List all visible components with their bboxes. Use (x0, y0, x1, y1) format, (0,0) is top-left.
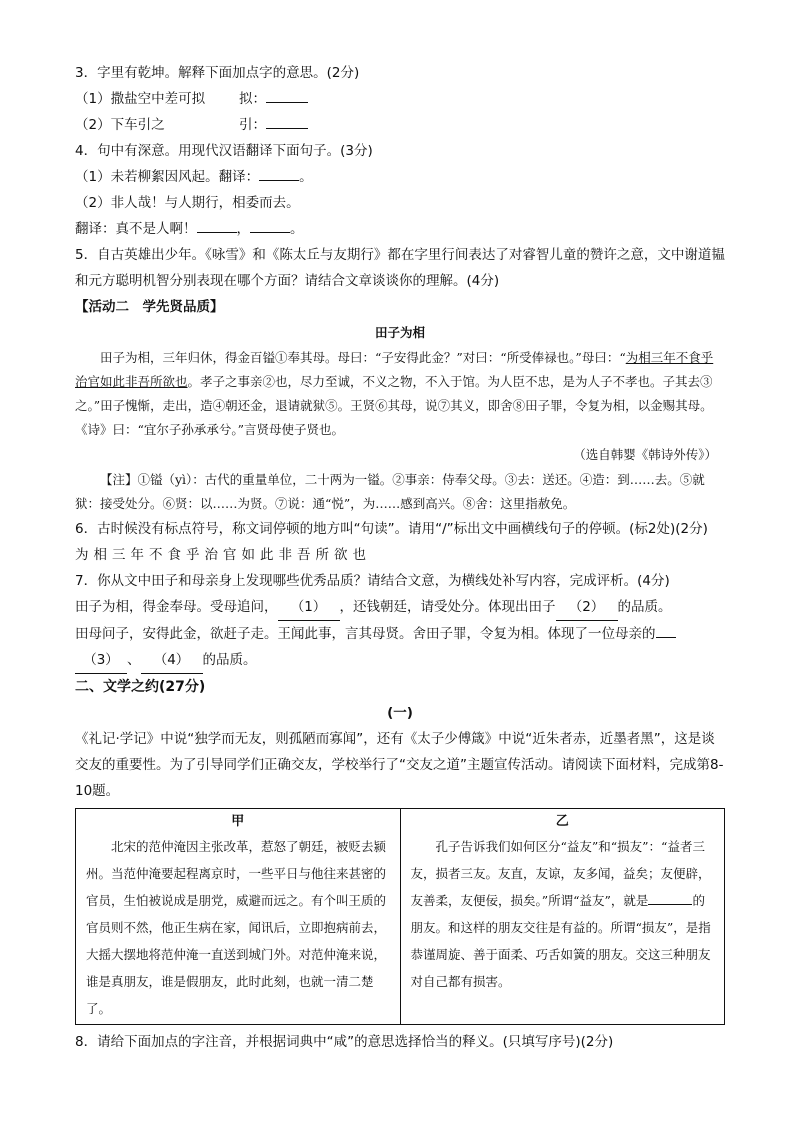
section2-sub: (一) (387, 705, 413, 721)
section2-heading: 二、文学之约(27分) (75, 679, 206, 695)
passage-title: 田子为相 (374, 325, 425, 340)
q6-stem: 6．古时候没有标点符号，称文词停顿的地方叫“句读”。请用“/”标出文中画横线句子的停顿。(标2处)(2分) (75, 521, 708, 537)
q3-item2 (75, 112, 725, 138)
q4-trans-end: 。 (290, 221, 304, 237)
material-yi-text (411, 833, 715, 995)
q3-item1-text: （1）撒盐空中差可拟 (75, 91, 206, 107)
materials-table (75, 808, 725, 1025)
q6-sentence[interactable]: 为相三年不食乎治官如此非吾所欲也 (75, 547, 371, 563)
q7-line3-end: 的品质。 (202, 652, 257, 668)
passage-notes: 【注】①镒（yì）：古代的重量单位，二十两为一镒。②事亲：侍奉父母。③去：送还。④造：到……去。⑤就狱：接受处分。⑥贤：以……为贤。⑦说：通“悦”，为……感到高兴。⑧舍：这里指赦免。 (75, 472, 705, 511)
q4-item1-text: （1）未若柳絮因风起。翻译： (75, 169, 260, 185)
q4-trans-blank1[interactable] (197, 217, 237, 233)
activity2-heading: 【活动二 学先贤品质】 (75, 299, 224, 315)
q3-item1 (75, 86, 725, 112)
q7-line1-c: 的品质。 (617, 599, 672, 615)
q3-item1-label: 拟： (239, 91, 266, 107)
q4-stem: 4．句中有深意。用现代汉语翻译下面句子。(3分) (75, 143, 373, 159)
q5-stem: 5．自古英雄出少年。《咏雪》和《陈太丘与友期行》都在字里行间表达了对睿智儿童的赞许之意，文中谢道韫和元方聪明机智分别表现在哪个方面？请结合文章谈谈你的理解。(4分) (75, 247, 725, 289)
material-yi-text-a: 孔子告诉我们如何区分“益友”和“损友”：“益者三友，损者三友。友直，友谅，友多闻，益矣；友便辟，友善柔，友便佞，损矣。”所谓“益友”，就是 (410, 839, 711, 908)
q4-trans-start: 翻译：真不是人啊！ (75, 221, 197, 237)
q4-trans-mid: ， (236, 221, 250, 237)
q4-trans-blank2[interactable] (250, 217, 290, 233)
q7-blank2[interactable] (556, 594, 618, 621)
passage-body (75, 346, 725, 442)
q3-item1-blank[interactable] (266, 87, 308, 103)
q7-blank1[interactable] (278, 594, 340, 621)
material-yi-text-b: 的朋友。和这样的朋友交往是有益的。所谓“损友”，是指恭谨周旋、善于面柔、巧舌如簧的朋友。交这三种朋友对自己都有损害。 (410, 893, 711, 989)
q7-line1 (75, 594, 725, 621)
q7-stem: 7．你从文中田子和母亲身上发现哪些优秀品质？请结合文意，为横线处补写内容，完成评析。(4分) (75, 573, 670, 589)
q3-stem: 3．字里有乾坤。解释下面加点字的意思。(2分) (75, 65, 360, 81)
q8-stem: 8．请给下面加点的字注音，并根据词典中“咸”的意思选择恰当的释义。(只填写序号)(2分) (75, 1034, 614, 1050)
material-jia (76, 809, 401, 1025)
q4-item2: （2）非人哉！与人期行，相委而去。 (75, 195, 300, 211)
passage-source: （选自韩婴《韩诗外传》） (573, 447, 717, 462)
q7-line3 (75, 647, 725, 674)
passage-underlined-sentence: 为相三年不食乎治官如此非吾所欲也 (75, 350, 714, 389)
q3-item2-label: 引： (239, 117, 266, 133)
q4-translation (75, 216, 725, 242)
exam-page (75, 60, 725, 1055)
material-jia-title: 甲 (231, 814, 245, 829)
q4-item1 (75, 164, 725, 190)
material-yi-title: 乙 (555, 814, 569, 829)
q7-blank3-label: （3） (83, 652, 119, 668)
q7-sep: 、 (127, 652, 141, 668)
q7-blank4[interactable] (141, 647, 203, 674)
q7-line1-b: ，还钱朝廷，请受处分。体现出田子 (339, 599, 556, 615)
q7-line1-a: 田子为相，得金奉母。受母追问， (75, 599, 278, 615)
q7-line2 (75, 621, 725, 647)
q7-blank4-label: （4） (153, 652, 190, 668)
passage-para1-rest: 。孝子之事亲②也，尽力至诚，不义之物，不入于馆。为人臣不忠，是为人子不孝也。子其去③之。”田子愧惭，走出，造④朝还金，退请就狱⑤。王贤⑥其母，说⑦其义，即舍⑧田子罪，令复为相，以金赐其母。《诗》曰：“宜尔子孙承承兮。”言贤母使子贤也。 (75, 374, 713, 437)
q7-blank3[interactable] (75, 647, 127, 674)
material-yi (400, 809, 725, 1025)
q7-blank1-label: （1） (290, 599, 327, 615)
section2-intro: 《礼记·学记》中说“独学而无友，则孤陋而寡闻”，还有《太子少傅箴》中说“近朱者赤，近墨者黑”，这是谈交友的重要性。为了引导同学们正确交友，学校举行了“交友之道”主题宣传活动。请阅读下面材料，完成第8-10题。 (75, 731, 724, 799)
q3-item2-text: （2）下车引之 (75, 117, 165, 133)
q7-line2-a: 田母问子，安得此金，欲赶子走。王闻此事，言其母贤。舍田子罪，令复为相。体现了一位母亲的 (75, 626, 656, 642)
q3-item2-blank[interactable] (266, 113, 308, 129)
material-yi-blank[interactable] (648, 889, 692, 905)
q7-blank2-label: （2） (568, 599, 605, 615)
q4-item1-end: 。 (299, 169, 313, 185)
q7-line2-blank-tail[interactable] (656, 622, 676, 638)
q4-item1-blank[interactable] (259, 165, 299, 181)
passage-para1: 田子为相，三年归休，得金百镒①奉其母。母曰：“子安得此金？”对曰：“所受俸禄也。”母曰：“ (100, 350, 626, 365)
material-jia-text: 北宋的范仲淹因主张改革，惹怒了朝廷，被贬去颍州。当范仲淹要起程离京时，一些平日与他往来甚密的官员，生怕被说成是朋党，威避而远之。有个叫王质的官员则不然，他正生病在家，闻讯后，立即抱病前去，大摇大摆地将范仲淹一直送到城门外。对范仲淹来说，谁是真朋友，谁是假朋友，此时此刻，也就一清二楚了。 (86, 839, 387, 1016)
